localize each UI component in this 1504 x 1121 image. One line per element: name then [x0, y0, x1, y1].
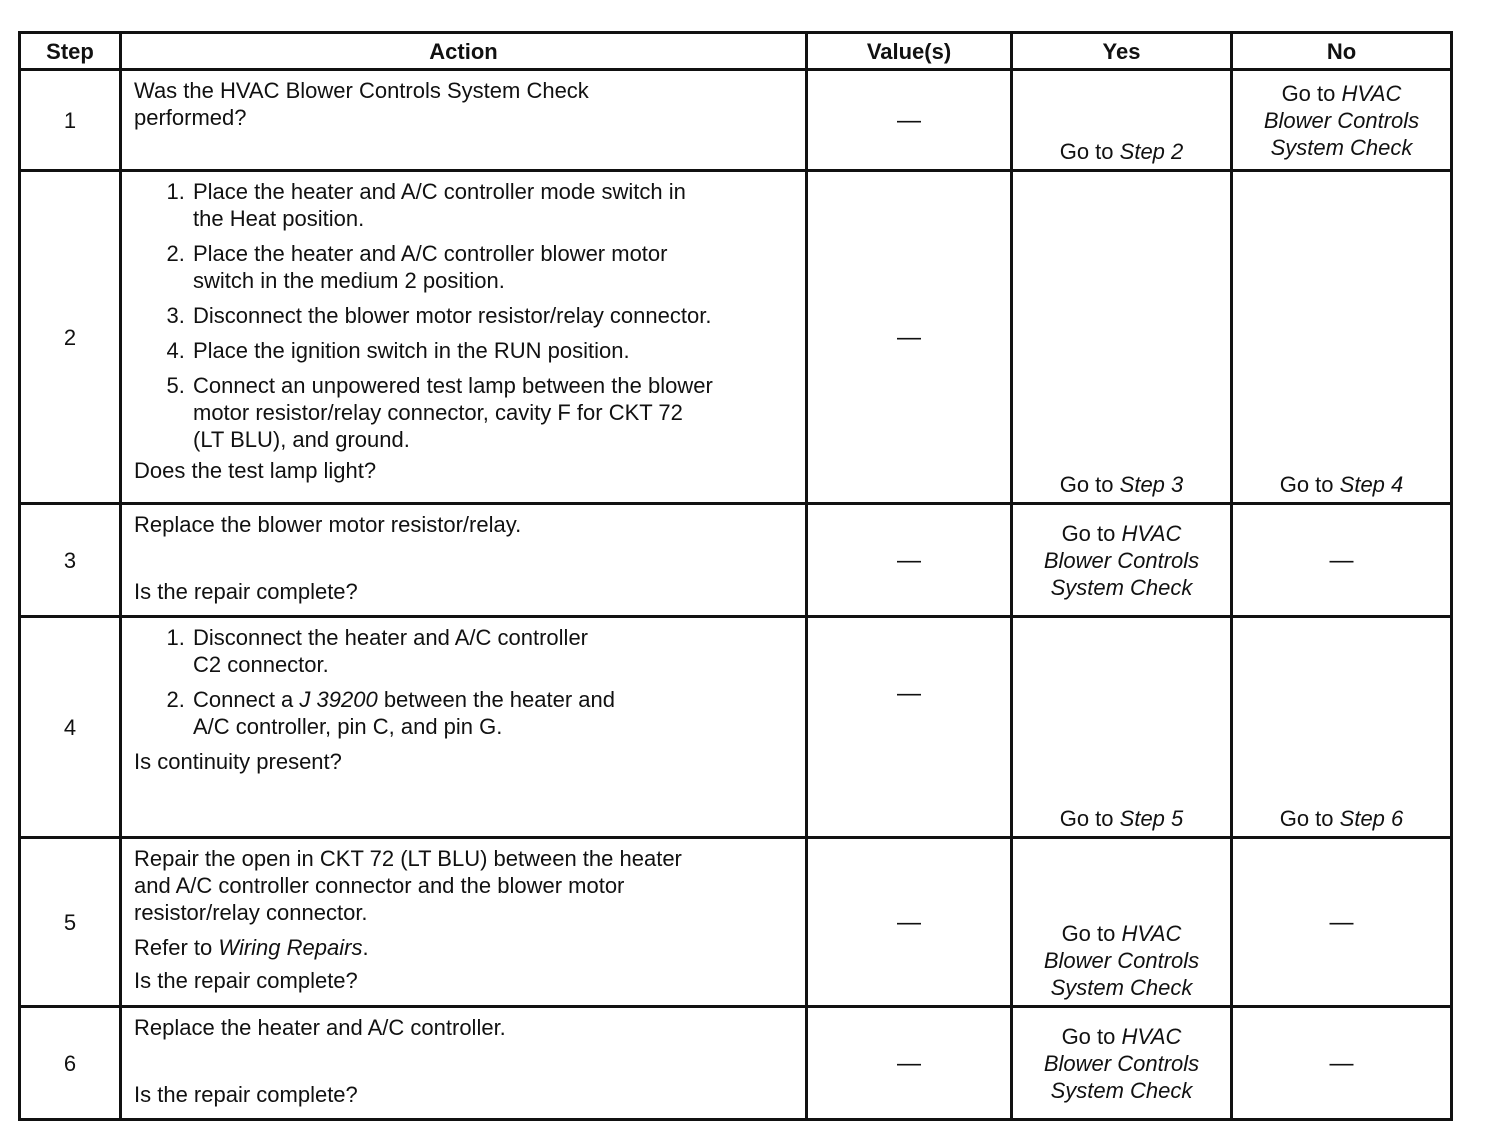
item-text-part: Connect a: [193, 687, 300, 712]
hvac-check-link[interactable]: Blower Controls: [1043, 547, 1200, 573]
step-number: 6: [20, 1007, 121, 1120]
action-question: Is the repair complete?: [134, 579, 358, 604]
refer-text: .: [362, 935, 369, 960]
step-number: 3: [20, 504, 121, 617]
item-text: C2 connector.: [193, 652, 329, 677]
list-item: [191, 337, 795, 364]
hvac-check-link[interactable]: System Check: [1050, 975, 1193, 1000]
value-cell: —: [807, 504, 1012, 617]
no-link-line[interactable]: [1237, 80, 1446, 107]
table-row: [20, 1007, 1452, 1120]
action-cell: [121, 70, 807, 171]
refer-line: [134, 934, 795, 961]
no-cell: [1232, 617, 1452, 838]
yes-cell: [1012, 838, 1232, 1007]
hvac-check-link[interactable]: Blower Controls: [1043, 948, 1200, 973]
item-text: motor resistor/relay connector, cavity F for CKT 72: [193, 400, 683, 425]
yes-step-link[interactable]: Step 2: [1119, 139, 1184, 164]
action-question: Is the repair complete?: [134, 1082, 358, 1107]
go-to-label: Go to: [1279, 806, 1334, 831]
go-to-label: Go to: [1061, 921, 1116, 946]
refer-text: Refer to: [134, 935, 219, 960]
table-row: [20, 838, 1452, 1007]
list-item: [191, 240, 795, 294]
yes-link-line[interactable]: [1017, 520, 1226, 547]
action-cell: [121, 504, 807, 617]
value-cell: —: [807, 838, 1012, 1007]
header-action: Action: [121, 33, 807, 70]
action-text: performed?: [134, 105, 247, 130]
no-step-link[interactable]: Step 4: [1339, 472, 1404, 497]
action-cell: [121, 171, 807, 504]
yes-link-line[interactable]: [1017, 1023, 1226, 1050]
hvac-check-link[interactable]: System Check: [1050, 574, 1193, 600]
yes-cell: [1012, 70, 1232, 171]
tool-reference[interactable]: J 39200: [299, 687, 378, 712]
action-question: Is continuity present?: [134, 749, 342, 774]
diagnostic-table: [18, 31, 1453, 1121]
go-to-label: Go to: [1061, 1023, 1116, 1049]
no-cell: [1232, 70, 1452, 171]
header-row: [20, 33, 1452, 70]
item-text: switch in the medium 2 position.: [193, 268, 505, 293]
hvac-check-link[interactable]: Blower Controls: [1263, 107, 1420, 133]
yes-cell: [1012, 1007, 1232, 1120]
value-cell: —: [807, 171, 1012, 504]
step-number: 4: [20, 617, 121, 838]
no-cell: —: [1232, 504, 1452, 617]
header-yes: Yes: [1012, 33, 1232, 70]
wiring-repairs-link[interactable]: Wiring Repairs: [218, 935, 363, 960]
header-step: Step: [20, 33, 121, 70]
table-row: [20, 70, 1452, 171]
item-text-part: between the heater and: [377, 687, 615, 712]
value-cell: —: [807, 617, 1012, 838]
no-cell: —: [1232, 1007, 1452, 1120]
list-item: [191, 686, 795, 740]
action-text: Repair the open in CKT 72 (LT BLU) between the heater: [134, 846, 682, 871]
value-cell: —: [807, 70, 1012, 171]
item-text: 1. Disconnect the heater and A/C controller: [193, 625, 589, 650]
go-to-label: Go to: [1281, 80, 1336, 106]
yes-cell: [1012, 171, 1232, 504]
header-values: Value(s): [807, 33, 1012, 70]
go-to-label: Go to: [1061, 520, 1116, 546]
yes-link-line[interactable]: [1017, 920, 1226, 947]
go-to-label: Go to: [1059, 806, 1114, 831]
table-row: [20, 171, 1452, 504]
yes-cell: [1012, 617, 1232, 838]
action-question: Is the repair complete?: [134, 968, 358, 993]
list-item: [191, 372, 795, 453]
action-cell: [121, 617, 807, 838]
hvac-check-link[interactable]: System Check: [1050, 1077, 1193, 1103]
action-cell: [121, 1007, 807, 1120]
instruction-list: [134, 624, 795, 740]
item-text: A/C controller, pin C, and pin G.: [193, 714, 503, 739]
table-row: [20, 617, 1452, 838]
list-item: [191, 624, 795, 678]
value-cell: —: [807, 1007, 1012, 1120]
item-text: the Heat position.: [193, 206, 365, 231]
action-text: Was the HVAC Blower Controls System Check: [134, 78, 589, 103]
action-cell: [121, 838, 807, 1007]
no-cell: —: [1232, 838, 1452, 1007]
item-text: 1. Place the heater and A/C controller mode switch in: [193, 179, 686, 204]
item-text: (LT BLU), and ground.: [193, 427, 410, 452]
item-text: [193, 686, 795, 713]
instruction-list: [134, 178, 795, 453]
yes-cell: [1012, 504, 1232, 617]
step-number: 2: [20, 171, 121, 504]
hvac-check-link[interactable]: HVAC: [1121, 921, 1182, 946]
yes-step-link[interactable]: Step 3: [1119, 472, 1184, 497]
action-text: Replace the blower motor resistor/relay.: [134, 512, 522, 537]
go-to-label: Go to: [1279, 472, 1334, 497]
list-item: [191, 178, 795, 232]
action-text: resistor/relay connector.: [134, 900, 368, 925]
action-text: and A/C controller connector and the blower motor: [134, 873, 625, 898]
item-text: 5. Connect an unpowered test lamp between the blower: [193, 373, 713, 398]
hvac-check-link[interactable]: HVAC: [1121, 1023, 1182, 1049]
no-cell: [1232, 171, 1452, 504]
header-no: No: [1232, 33, 1452, 70]
action-text: Replace the heater and A/C controller.: [134, 1015, 506, 1040]
action-question: Does the test lamp light?: [134, 458, 377, 483]
item-text: 2. Place the heater and A/C controller blower motor: [193, 241, 668, 266]
no-step-link[interactable]: Step 6: [1339, 806, 1404, 831]
yes-step-link[interactable]: Step 5: [1119, 806, 1184, 831]
go-to-label: Go to: [1059, 472, 1114, 497]
hvac-check-link[interactable]: System Check: [1270, 134, 1413, 160]
table-row: [20, 504, 1452, 617]
item-text: 4. Place the ignition switch in the RUN position.: [193, 338, 630, 363]
go-to-label: Go to: [1059, 139, 1114, 164]
hvac-check-link[interactable]: Blower Controls: [1043, 1050, 1200, 1076]
item-text: 3. Disconnect the blower motor resistor/relay connector.: [193, 303, 712, 328]
list-item: [191, 302, 795, 329]
step-number: 1: [20, 70, 121, 171]
step-number: 5: [20, 838, 121, 1007]
hvac-check-link[interactable]: HVAC: [1121, 520, 1182, 546]
hvac-check-link[interactable]: HVAC: [1341, 80, 1402, 106]
